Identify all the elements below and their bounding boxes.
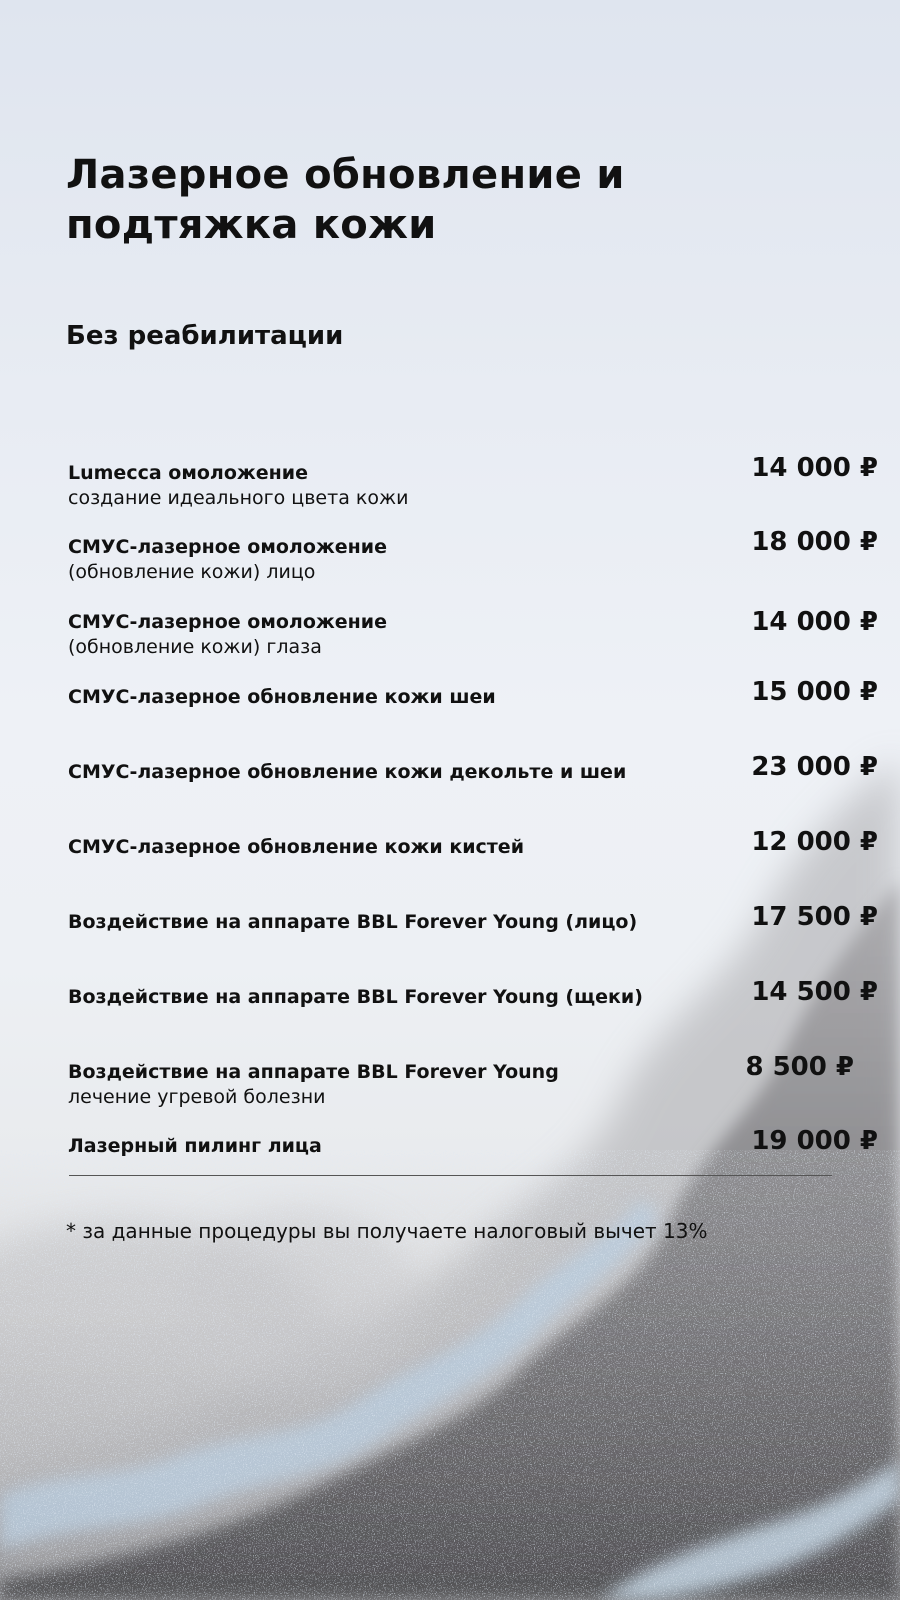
service-name: Воздействие на аппарате BBL Forever Young bbox=[68, 1061, 559, 1083]
price-item-cmus-eyes bbox=[68, 607, 878, 670]
section-title: Без реабилитации bbox=[66, 321, 344, 351]
price-item-bbl-cheeks bbox=[68, 977, 878, 1045]
service-price: 19 000 ₽ bbox=[751, 1126, 878, 1156]
service-price: 15 000 ₽ bbox=[751, 677, 878, 707]
service-name: СМУС-лазерное омоложение bbox=[68, 536, 388, 558]
service-name: СМУС-лазерное обновление кожи кистей bbox=[68, 836, 525, 858]
service-description: создание идеального цвета кожи bbox=[68, 487, 409, 509]
service-price: 18 000 ₽ bbox=[751, 527, 878, 557]
price-item-bbl-face bbox=[68, 902, 878, 970]
page-title-line-2: подтяжка кожи bbox=[66, 202, 437, 248]
service-price: 14 500 ₽ bbox=[751, 977, 878, 1007]
service-name: Лазерный пилинг лица bbox=[68, 1135, 322, 1157]
price-item-cmus-hands bbox=[68, 827, 878, 895]
tax-deduction-footnote: * за данные процедуры вы получаете налоговый вычет 13% bbox=[66, 1219, 708, 1243]
service-price: 17 500 ₽ bbox=[751, 902, 878, 932]
service-price: 12 000 ₽ bbox=[751, 827, 878, 857]
service-description: (обновление кожи) лицо bbox=[68, 561, 316, 583]
service-price: 8 500 ₽ bbox=[745, 1052, 854, 1082]
service-name: Lumecca омоложение bbox=[68, 462, 309, 484]
page-title bbox=[66, 150, 766, 250]
service-name: Воздействие на аппарате BBL Forever Young (щеки) bbox=[68, 986, 643, 1008]
service-price: 14 000 ₽ bbox=[751, 453, 878, 483]
price-item-laser-peeling bbox=[68, 1126, 878, 1194]
price-item-cmus-face bbox=[68, 527, 878, 595]
service-description: лечение угревой болезни bbox=[68, 1086, 326, 1108]
service-price: 14 000 ₽ bbox=[751, 607, 878, 637]
page-title-line-1: Лазерное обновление и bbox=[66, 152, 625, 198]
price-item-cmus-decollete bbox=[68, 752, 878, 820]
service-name: Воздействие на аппарате BBL Forever Young (лицо) bbox=[68, 911, 638, 933]
divider-line bbox=[69, 1175, 832, 1176]
service-name: СМУС-лазерное обновление кожи шеи bbox=[68, 686, 496, 708]
service-name: СМУС-лазерное омоложение bbox=[68, 611, 388, 633]
service-description: (обновление кожи) глаза bbox=[68, 636, 322, 658]
service-name: СМУС-лазерное обновление кожи декольте и шеи bbox=[68, 761, 627, 783]
price-item-cmus-neck bbox=[68, 677, 878, 745]
price-item-bbl-acne bbox=[68, 1052, 878, 1120]
price-item-lumecca bbox=[68, 453, 878, 521]
service-price: 23 000 ₽ bbox=[751, 752, 878, 782]
